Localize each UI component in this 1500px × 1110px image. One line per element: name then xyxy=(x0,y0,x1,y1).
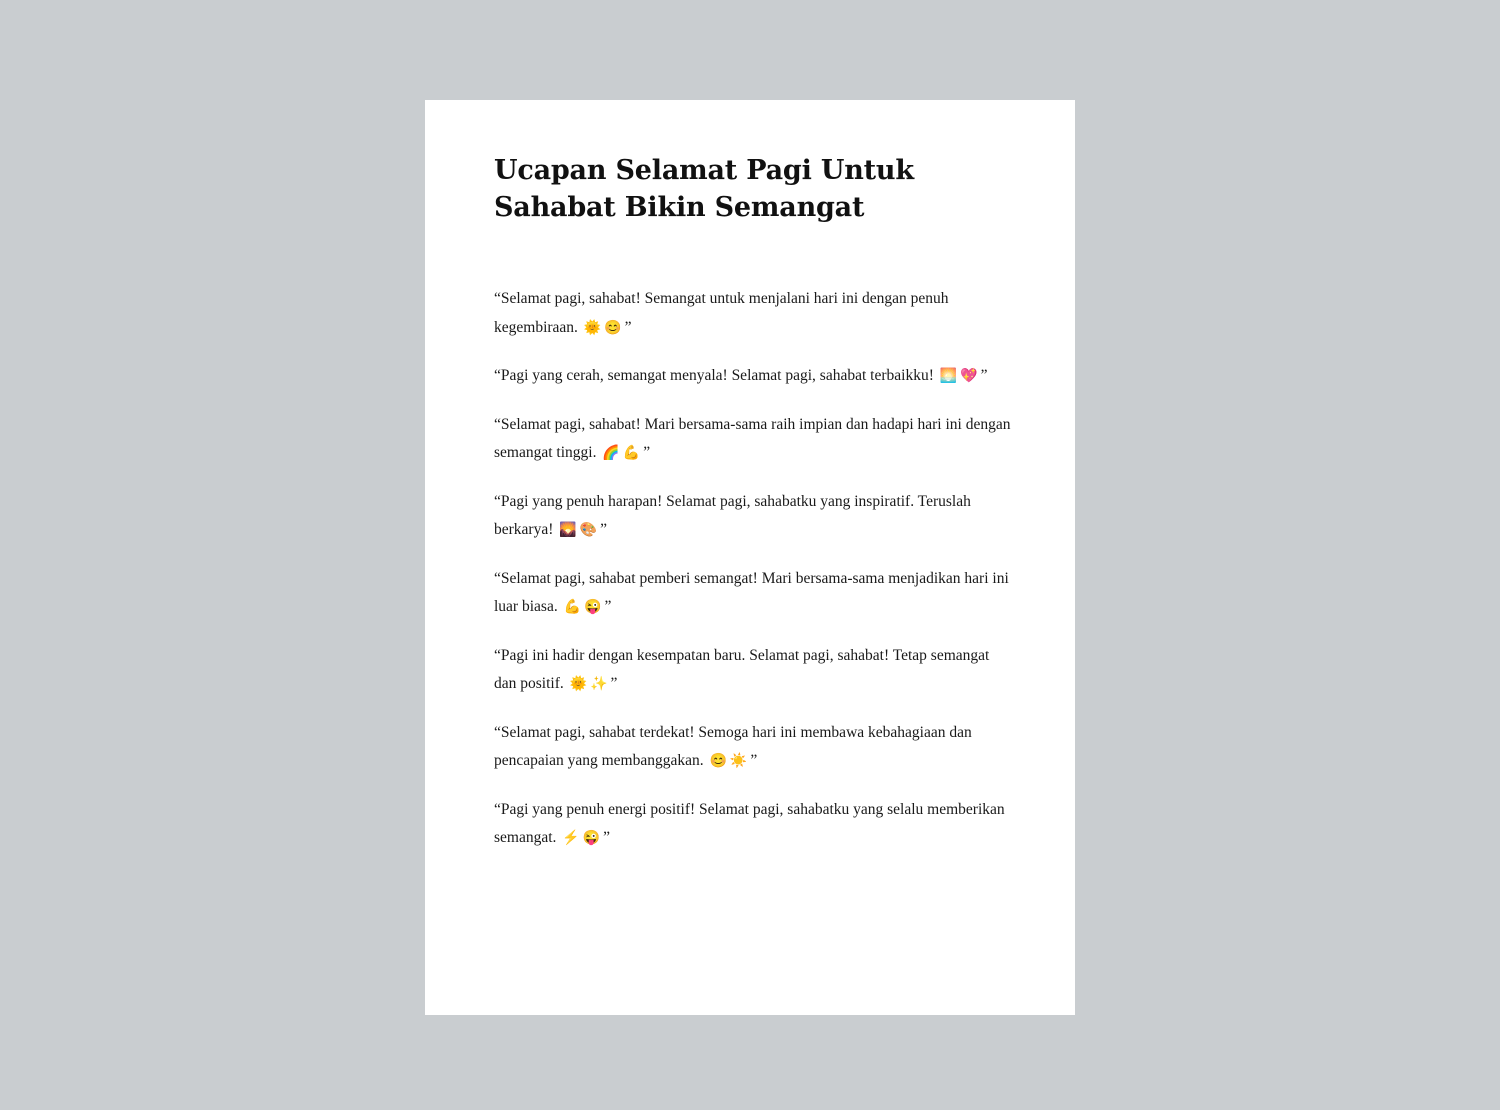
quote-text: “Selamat pagi, sahabat pemberi semangat! Mari bersama-sama menjadikan hari ini luar biasa. xyxy=(494,569,1009,615)
heart-emoji-icon: 💖 xyxy=(960,369,978,384)
sun-face-emoji-icon: 🌞 xyxy=(569,677,588,692)
quote-paragraph xyxy=(494,796,1014,854)
winking-tongue-emoji-icon: 😜 xyxy=(584,600,602,615)
quote-text: “Pagi ini hadir dengan kesempatan baru. Selamat pagi, sahabat! Tetap semangat dan positif. xyxy=(494,646,990,692)
sunrise-mountains-emoji-icon: 🌄 xyxy=(559,523,577,538)
artist-palette-emoji-icon: 🎨 xyxy=(579,523,598,538)
flexed-biceps-emoji-icon: 💪 xyxy=(622,446,641,461)
sun-face-emoji-icon: 🌞 xyxy=(583,320,602,336)
quote-paragraph xyxy=(494,488,1014,546)
sun-emoji-icon: ☀️ xyxy=(729,754,748,769)
closing-quote: ” xyxy=(600,521,608,538)
page-title: Ucapan Selamat Pagi Untuk Sahabat Bikin Semangat xyxy=(494,155,914,223)
quote-paragraph xyxy=(494,411,1014,469)
lightning-emoji-icon: ⚡ xyxy=(562,831,580,846)
rainbow-emoji-icon: 🌈 xyxy=(602,446,620,461)
quote-text: “Pagi yang penuh harapan! Selamat pagi, sahabatku yang inspiratif. Teruslah berkarya! xyxy=(494,492,971,538)
flexed-biceps-emoji-icon: 💪 xyxy=(563,600,582,615)
quote-paragraph xyxy=(494,719,1014,777)
closing-quote: ” xyxy=(610,675,618,692)
closing-quote: ” xyxy=(604,598,612,615)
quote-text: “Pagi yang cerah, semangat menyala! Selamat pagi, sahabat terbaikku! xyxy=(494,367,938,384)
smiling-face-emoji-icon: 😊 xyxy=(604,320,622,336)
winking-tongue-emoji-icon: 😜 xyxy=(582,831,601,846)
quote-text: “Selamat pagi, sahabat terdekat! Semoga hari ini membawa kebahagiaan dan pencapaian yang membanggakan. xyxy=(494,723,972,769)
quote-paragraph xyxy=(494,285,1014,343)
document-page xyxy=(425,100,1075,1015)
closing-quote: ” xyxy=(624,318,632,336)
quote-text: “Selamat pagi, sahabat! Mari bersama-sama raih impian dan hadapi hari ini dengan semangat tinggi. xyxy=(494,415,1011,461)
closing-quote: ” xyxy=(750,752,758,769)
quote-text: “Pagi yang penuh energi positif! Selamat pagi, sahabatku yang selalu memberikan semangat. xyxy=(494,800,1005,846)
quote-paragraph xyxy=(494,362,1014,392)
sunrise-emoji-icon: 🌅 xyxy=(939,369,958,384)
smiling-face-emoji-icon: 😊 xyxy=(709,754,727,769)
quote-paragraph xyxy=(494,642,1014,700)
closing-quote: ” xyxy=(643,444,651,461)
quote-paragraph xyxy=(494,565,1014,623)
sparkles-emoji-icon: ✨ xyxy=(590,677,608,692)
quote-text: “Selamat pagi, sahabat! Semangat untuk menjalani hari ini dengan penuh kegembiraan. xyxy=(494,290,949,336)
closing-quote: ” xyxy=(980,367,988,384)
quote-list xyxy=(494,285,1015,854)
closing-quote: ” xyxy=(603,829,611,846)
